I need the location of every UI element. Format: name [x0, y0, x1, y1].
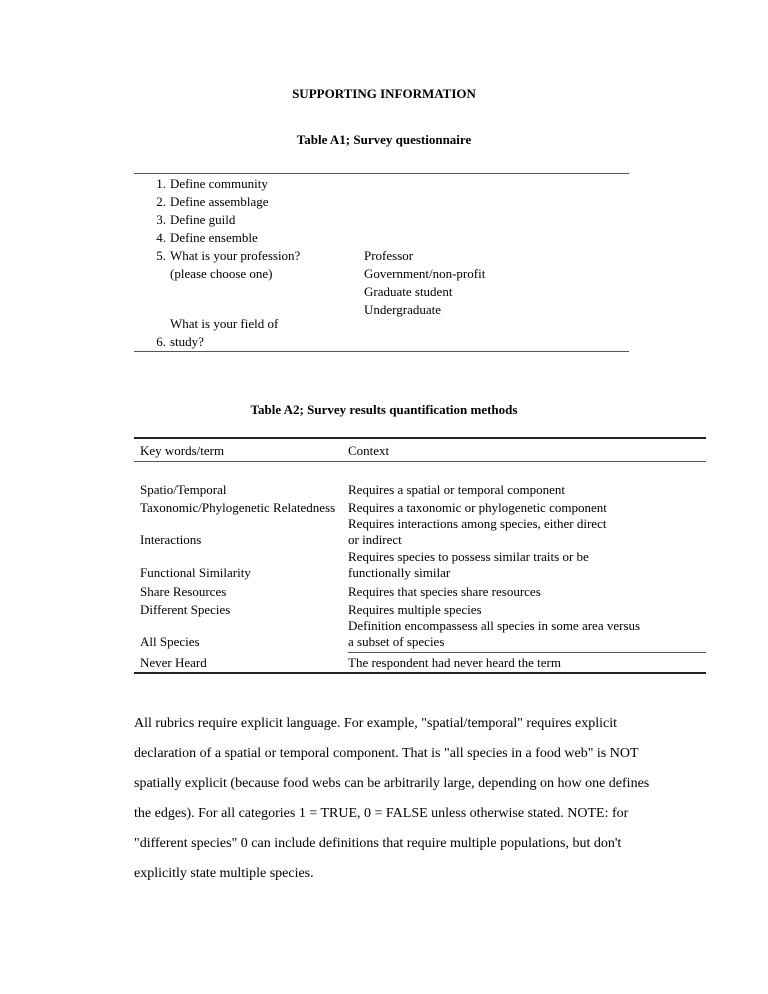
table-row-context: Definition encompassess all species in some area versus — [348, 618, 641, 633]
table-row-context: or indirect — [348, 532, 402, 547]
table-row-term: Different Species — [140, 602, 231, 617]
table-row-term: Spatio/Temporal — [140, 482, 227, 497]
table-row-context: a subset of species — [348, 634, 445, 649]
table-a1-top-rule — [134, 173, 629, 174]
table-a2-header-term: Key words/term — [140, 443, 225, 458]
paragraph-line: All rubrics require explicit language. For example, "spatial/temporal" requires explicit — [134, 716, 617, 731]
table-a2-top-rule — [134, 437, 706, 439]
table-row-context: Requires multiple species — [348, 602, 482, 617]
paragraph-line: declaration of a spatial or temporal component. That is "all species in a food web" is NOT — [134, 746, 639, 761]
profession-option: Graduate student — [364, 284, 453, 299]
table-row-term: Share Resources — [140, 584, 227, 599]
table-row-context: The respondent had never heard the term — [348, 655, 561, 670]
profession-options — [364, 247, 485, 319]
table-a1-bottom-rule — [134, 351, 629, 352]
profession-option: Undergraduate — [364, 302, 442, 317]
table-row-term: All Species — [140, 634, 200, 649]
paragraph-line: the edges). For all categories 1 = TRUE, 0 = FALSE unless otherwise stated. NOTE: for — [134, 806, 629, 821]
table-row-context: Requires a spatial or temporal component — [348, 482, 565, 497]
rubric-paragraph — [134, 709, 724, 889]
paragraph-line: spatially explicit (because food webs can be arbitrarily large, depending on how one defines — [134, 776, 650, 791]
table-a2-bottom-rule — [134, 672, 706, 674]
table-row-context: Requires interactions among species, either direct — [348, 516, 607, 531]
table-a2-header-context: Context — [348, 443, 390, 458]
table-row-context: Requires a taxonomic or phylogenetic component — [348, 500, 607, 515]
paragraph-line: explicitly state multiple species. — [134, 866, 314, 881]
table-a2-row-rule — [348, 652, 706, 653]
paragraph-line: "different species" 0 can include definitions that require multiple populations, but don't — [134, 836, 622, 851]
profession-option: Professor — [364, 248, 414, 263]
table-row-term: Interactions — [140, 532, 202, 547]
table-row-context: Requires that species share resources — [348, 584, 541, 599]
table-row-term: Never Heard — [140, 655, 207, 670]
table-row-term: Functional Similarity — [140, 565, 251, 580]
table-a1-caption: Table A1; Survey questionnaire — [296, 132, 472, 147]
profession-option: Government/non-profit — [364, 266, 486, 281]
table-a2-header-rule — [134, 461, 706, 462]
table-row-term: Taxonomic/Phylogenetic Relatedness — [140, 500, 336, 515]
table-a2-caption: Table A2; Survey results quantification methods — [250, 402, 518, 417]
table-row-context: functionally similar — [348, 565, 451, 580]
page-title: SUPPORTING INFORMATION — [292, 86, 476, 101]
table-row-context: Requires species to possess similar traits or be — [348, 549, 589, 564]
